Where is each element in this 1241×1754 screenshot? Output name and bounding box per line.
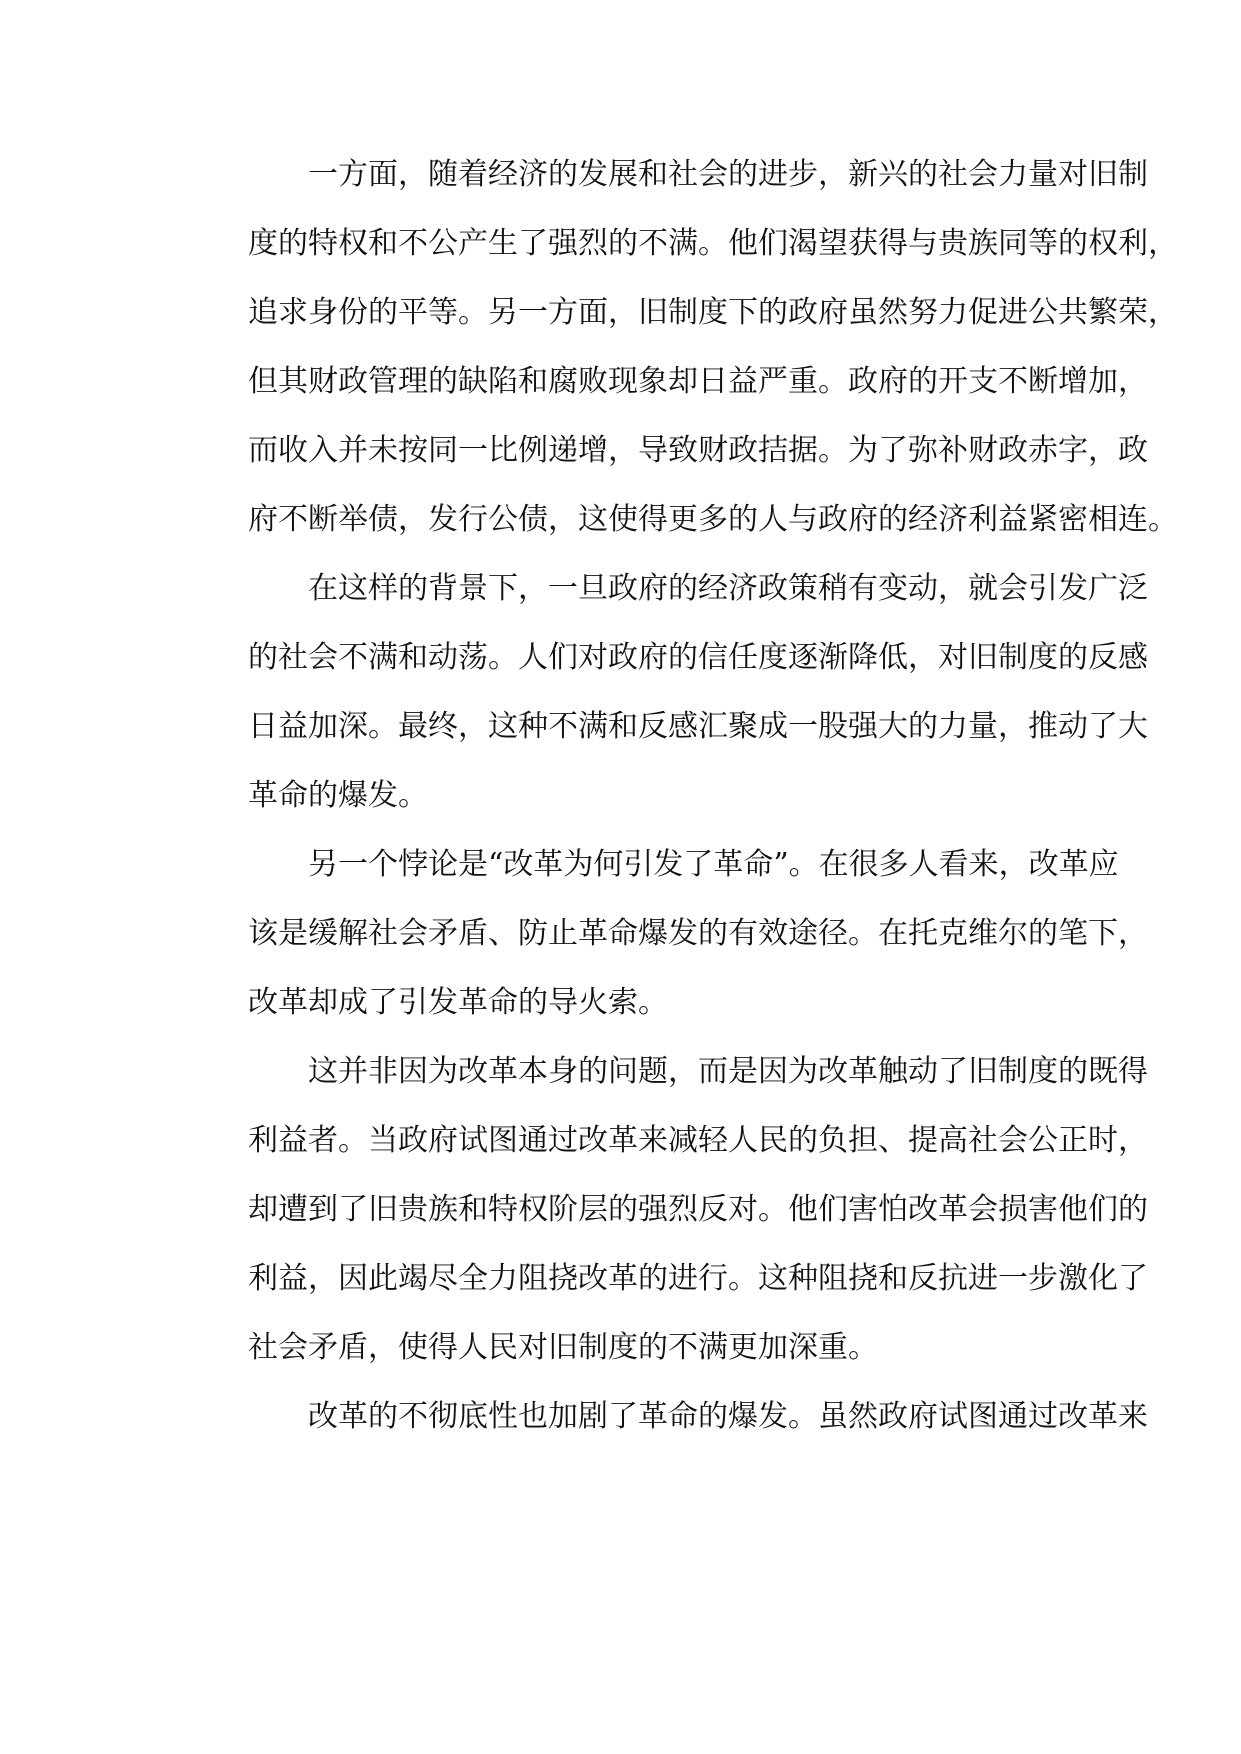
text-line: 社会矛盾，使得人民对旧制度的不满更加深重。: [248, 1330, 878, 1365]
text-line: 度的特权和不公产生了强烈的不满。他们渴望获得与贵族同等的权利，: [248, 226, 1178, 261]
text-line: 在这样的背景下，一旦政府的经济政策稍有变动，就会引发广泛: [308, 571, 1148, 606]
text-line: 该是缓解社会矛盾、防止革命爆发的有效途径。在托克维尔的笔下，: [248, 916, 1148, 951]
text-line: 改革却成了引发革命的导火索。: [248, 985, 668, 1020]
text-line: 却遭到了旧贵族和特权阶层的强烈反对。他们害怕改革会损害他们的: [248, 1192, 1148, 1227]
text-line: 而收入并未按同一比例递增，导致财政拮据。为了弥补财政赤字，政: [248, 433, 1148, 468]
text-line: 革命的爆发。: [248, 778, 428, 813]
paragraph-5: [188, 1382, 1148, 1451]
text-line: 追求身份的平等。另一方面，旧制度下的政府虽然努力促进公共繁荣，: [248, 295, 1178, 330]
text-line: 利益，因此竭尽全力阻挠改革的进行。这种阻挠和反抗进一步激化了: [248, 1261, 1148, 1296]
paragraph-2: [188, 554, 1148, 830]
text-line: 另一个悖论是“改革为何引发了革命”。在很多人看来，改革应: [308, 847, 1119, 882]
paragraph-1: [188, 140, 1178, 554]
text-line: 一方面，随着经济的发展和社会的进步，新兴的社会力量对旧制: [308, 157, 1148, 192]
body-text: [188, 140, 1178, 1451]
paragraph-4: [188, 1037, 1148, 1382]
text-line: 这并非因为改革本身的问题，而是因为改革触动了旧制度的既得: [308, 1054, 1148, 1089]
text-line: 日益加深。最终，这种不满和反感汇聚成一股强大的力量，推动了大: [248, 709, 1148, 744]
text-line: 的社会不满和动荡。人们对政府的信任度逐渐降低，对旧制度的反感: [248, 640, 1148, 675]
text-line: 利益者。当政府试图通过改革来减轻人民的负担、提高社会公正时，: [248, 1123, 1148, 1158]
text-line: 改革的不彻底性也加剧了革命的爆发。虽然政府试图通过改革来: [308, 1399, 1148, 1434]
text-line: 但其财政管理的缺陷和腐败现象却日益严重。政府的开支不断增加，: [248, 364, 1148, 399]
paragraph-3: [188, 830, 1148, 1037]
text-line: 府不断举债，发行公债，这使得更多的人与政府的经济利益紧密相连。: [248, 502, 1178, 537]
